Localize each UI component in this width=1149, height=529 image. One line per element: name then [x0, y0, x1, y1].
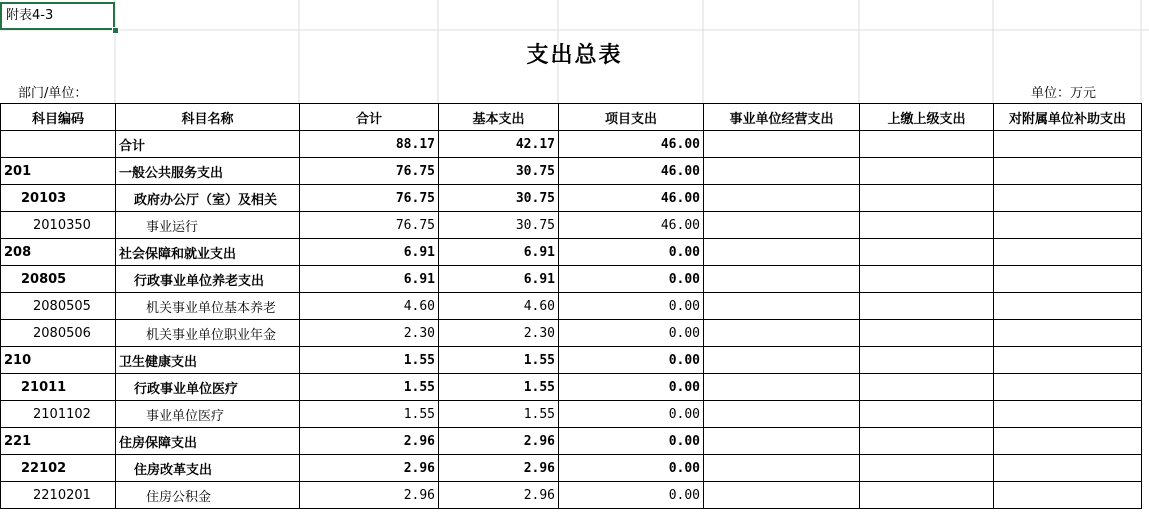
cell-project[interactable]: 0.00 [559, 374, 704, 401]
col-header-subsidy[interactable]: 对附属单位补助支出 [994, 104, 1142, 131]
table-row [1, 131, 1142, 158]
col-header-total[interactable]: 合计 [300, 104, 439, 131]
cell-subsidy[interactable] [994, 428, 1142, 455]
cell-upper[interactable] [860, 401, 994, 428]
cell-name[interactable]: 一般公共服务支出 [116, 158, 300, 185]
cell-project[interactable]: 46.00 [559, 158, 704, 185]
cell-subsidy[interactable] [994, 293, 1142, 320]
cell-basic[interactable]: 6.91 [439, 266, 559, 293]
cell-total[interactable]: 4.60 [300, 293, 439, 320]
cell-subsidy[interactable] [994, 212, 1142, 239]
cell-upper[interactable] [860, 374, 994, 401]
department-label: 部门/单位： [18, 86, 88, 101]
cell-operating[interactable] [704, 185, 860, 212]
cell-project[interactable]: 0.00 [559, 239, 704, 266]
cell-project[interactable]: 0.00 [559, 266, 704, 293]
cell-operating[interactable] [704, 266, 860, 293]
table-row [1, 347, 1142, 374]
cell-code[interactable]: 2080506 [1, 320, 116, 347]
cell-name[interactable]: 住房保障支出 [116, 428, 300, 455]
cell-total[interactable]: 1.55 [300, 401, 439, 428]
cell-subsidy[interactable] [994, 455, 1142, 482]
cell-total[interactable]: 6.91 [300, 266, 439, 293]
cell-basic[interactable]: 2.96 [439, 428, 559, 455]
cell-basic[interactable]: 2.96 [439, 482, 559, 509]
cell-total[interactable]: 76.75 [300, 185, 439, 212]
cell-subsidy[interactable] [994, 131, 1142, 158]
cell-basic[interactable]: 1.55 [439, 347, 559, 374]
table-row [1, 401, 1142, 428]
cell-total[interactable]: 76.75 [300, 158, 439, 185]
cell-name[interactable]: 社会保障和就业支出 [116, 239, 300, 266]
cell-subsidy[interactable] [994, 239, 1142, 266]
cell-total[interactable]: 76.75 [300, 212, 439, 239]
cell-subsidy[interactable] [994, 266, 1142, 293]
cell-upper[interactable] [860, 185, 994, 212]
table-row [1, 455, 1142, 482]
cell-upper[interactable] [860, 455, 994, 482]
cell-project[interactable]: 46.00 [559, 131, 704, 158]
cell-project[interactable]: 0.00 [559, 293, 704, 320]
table-row [1, 374, 1142, 401]
cell-code[interactable]: 20103 [1, 185, 116, 212]
cell-name[interactable]: 住房改革支出 [116, 455, 300, 482]
cell-project[interactable]: 0.00 [559, 401, 704, 428]
header-row [1, 104, 1142, 131]
cell-code[interactable]: 221 [1, 428, 116, 455]
cell-project[interactable]: 0.00 [559, 455, 704, 482]
cell-basic[interactable]: 2.30 [439, 320, 559, 347]
cell-code[interactable]: 210 [1, 347, 116, 374]
cell-name[interactable]: 合计 [116, 131, 300, 158]
cell-upper[interactable] [860, 428, 994, 455]
cell-name[interactable]: 机关事业单位基本养老 [116, 293, 300, 320]
cell-basic[interactable]: 30.75 [439, 185, 559, 212]
cell-operating[interactable] [704, 158, 860, 185]
cell-code[interactable]: 22102 [1, 455, 116, 482]
cell-code[interactable]: 201 [1, 158, 116, 185]
cell-name[interactable]: 事业单位医疗 [116, 401, 300, 428]
col-header-operating[interactable]: 事业单位经营支出 [704, 104, 860, 131]
cell-name[interactable]: 行政事业单位养老支出 [116, 266, 300, 293]
cell-operating[interactable] [704, 482, 860, 509]
col-header-upper[interactable]: 上缴上级支出 [860, 104, 994, 131]
cell-subsidy[interactable] [994, 374, 1142, 401]
cell-code[interactable]: 2101102 [1, 401, 116, 428]
selected-cell[interactable]: 附表4-3 [0, 2, 115, 30]
cell-total[interactable]: 2.96 [300, 482, 439, 509]
cell-total[interactable]: 6.91 [300, 239, 439, 266]
cell-total[interactable]: 1.55 [300, 347, 439, 374]
cell-operating[interactable] [704, 131, 860, 158]
cell-code[interactable] [1, 131, 116, 158]
cell-basic[interactable]: 6.91 [439, 239, 559, 266]
cell-total[interactable]: 88.17 [300, 131, 439, 158]
cell-operating[interactable] [704, 347, 860, 374]
cell-operating[interactable] [704, 212, 860, 239]
table-row [1, 293, 1142, 320]
cell-project[interactable]: 0.00 [559, 320, 704, 347]
table-row [1, 212, 1142, 239]
cell-name[interactable]: 事业运行 [116, 212, 300, 239]
expenditure-table [0, 103, 1142, 509]
cell-upper[interactable] [860, 347, 994, 374]
cell-operating[interactable] [704, 320, 860, 347]
unit-label: 单位：万元 [1031, 86, 1097, 101]
cell-name[interactable]: 卫生健康支出 [116, 347, 300, 374]
table-row [1, 482, 1142, 509]
table-row [1, 239, 1142, 266]
cell-subsidy[interactable] [994, 401, 1142, 428]
cell-project[interactable]: 0.00 [559, 347, 704, 374]
cell-basic[interactable]: 1.55 [439, 374, 559, 401]
col-header-basic[interactable]: 基本支出 [439, 104, 559, 131]
cell-subsidy[interactable] [994, 185, 1142, 212]
cell-operating[interactable] [704, 293, 860, 320]
cell-subsidy[interactable] [994, 347, 1142, 374]
fill-handle[interactable] [112, 27, 119, 34]
cell-operating[interactable] [704, 239, 860, 266]
cell-basic[interactable]: 30.75 [439, 212, 559, 239]
cell-operating[interactable] [704, 401, 860, 428]
cell-basic[interactable]: 4.60 [439, 293, 559, 320]
table-row [1, 266, 1142, 293]
table-row [1, 158, 1142, 185]
cell-project[interactable]: 0.00 [559, 428, 704, 455]
cell-code[interactable]: 21011 [1, 374, 116, 401]
cell-name[interactable]: 住房公积金 [116, 482, 300, 509]
cell-operating[interactable] [704, 374, 860, 401]
cell-upper[interactable] [860, 158, 994, 185]
cell-project[interactable]: 46.00 [559, 212, 704, 239]
cell-upper[interactable] [860, 293, 994, 320]
cell-subsidy[interactable] [994, 482, 1142, 509]
cell-basic[interactable]: 1.55 [439, 401, 559, 428]
cell-name[interactable]: 机关事业单位职业年金 [116, 320, 300, 347]
cell-basic[interactable]: 30.75 [439, 158, 559, 185]
col-header-name[interactable]: 科目名称 [116, 104, 300, 131]
cell-upper[interactable] [860, 131, 994, 158]
cell-operating[interactable] [704, 428, 860, 455]
cell-upper[interactable] [860, 266, 994, 293]
table-row [1, 320, 1142, 347]
cell-total[interactable]: 2.96 [300, 455, 439, 482]
sheet-title: 支出总表 [526, 42, 623, 68]
cell-code[interactable]: 2210201 [1, 482, 116, 509]
cell-code[interactable]: 208 [1, 239, 116, 266]
cell-name[interactable]: 政府办公厅（室）及相关 [116, 185, 300, 212]
cell-upper[interactable] [860, 320, 994, 347]
cell-name[interactable]: 行政事业单位医疗 [116, 374, 300, 401]
cell-upper[interactable] [860, 239, 994, 266]
cell-code[interactable]: 2080505 [1, 293, 116, 320]
cell-operating[interactable] [704, 455, 860, 482]
cell-upper[interactable] [860, 212, 994, 239]
cell-total[interactable]: 1.55 [300, 374, 439, 401]
cell-total[interactable]: 2.30 [300, 320, 439, 347]
cell-code[interactable]: 2010350 [1, 212, 116, 239]
cell-basic[interactable]: 42.17 [439, 131, 559, 158]
cell-code[interactable]: 20805 [1, 266, 116, 293]
cell-basic[interactable]: 2.96 [439, 455, 559, 482]
col-header-project[interactable]: 项目支出 [559, 104, 704, 131]
cell-subsidy[interactable] [994, 158, 1142, 185]
table-row [1, 185, 1142, 212]
cell-subsidy[interactable] [994, 320, 1142, 347]
cell-total[interactable]: 2.96 [300, 428, 439, 455]
col-header-code[interactable]: 科目编码 [1, 104, 116, 131]
cell-project[interactable]: 0.00 [559, 482, 704, 509]
cell-upper[interactable] [860, 482, 994, 509]
cell-project[interactable]: 46.00 [559, 185, 704, 212]
table-row [1, 428, 1142, 455]
